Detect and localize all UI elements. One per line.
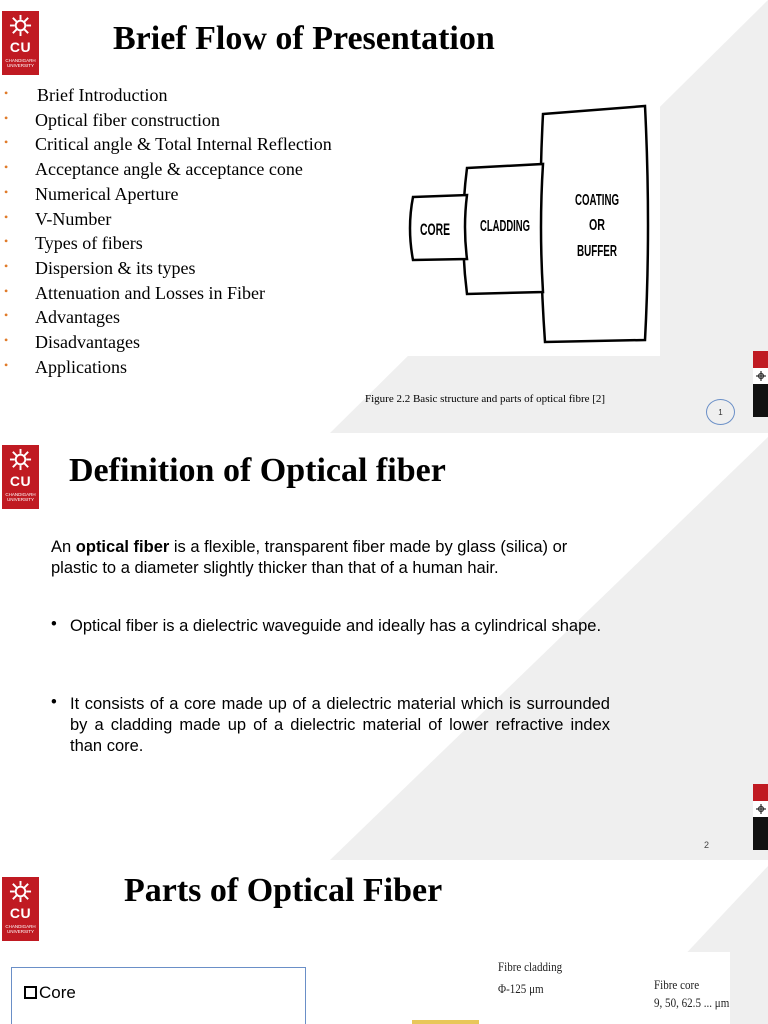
list-item xyxy=(24,983,76,1003)
page-number: 1 xyxy=(706,399,735,425)
intro-prefix: An xyxy=(51,538,76,556)
logo-emblem-icon xyxy=(9,14,32,37)
core-dimensions: 9, 50, 62.5 ... μm xyxy=(654,995,730,1010)
page-number: 2 xyxy=(704,840,710,850)
side-marker xyxy=(753,351,768,417)
logo-text: CU xyxy=(9,39,32,55)
slide-parts xyxy=(0,866,768,1024)
fiber-structure-figure xyxy=(405,102,660,356)
list-item: • Acceptance angle & acceptance cone xyxy=(4,159,303,180)
slide-definition xyxy=(0,437,768,860)
core-labels xyxy=(654,976,729,1012)
checkbox-square-icon xyxy=(24,986,37,999)
parts-list-box xyxy=(11,967,306,1024)
list-item: • Types of fibers xyxy=(4,233,143,254)
list-item: • Optical fiber construction xyxy=(4,109,220,130)
emblem-icon xyxy=(756,804,766,814)
cladding-dimension: Φ-125 μm xyxy=(498,981,544,996)
figure-caption: Figure 2.2 Basic structure and parts of optical fibre [2] xyxy=(365,393,606,405)
core-label: Fibre core xyxy=(654,977,700,992)
label-buffer: BUFFER xyxy=(577,243,618,260)
list-item: • V-Number xyxy=(4,208,112,229)
bullet-symbol: • xyxy=(51,693,57,711)
list-item: • Applications xyxy=(4,356,127,377)
university-logo xyxy=(2,877,39,941)
list-item: • Disadvantages xyxy=(4,332,140,353)
definition-paragraph xyxy=(51,537,611,579)
side-marker-black xyxy=(753,817,768,850)
slide-title: Definition of Optical fiber xyxy=(69,452,446,489)
label-or: OR xyxy=(589,217,606,234)
list-item: • Attenuation and Losses in Fiber xyxy=(4,282,265,303)
logo-emblem-icon xyxy=(9,880,32,903)
logo-text: CU xyxy=(9,905,32,921)
slide-title: Parts of Optical Fiber xyxy=(124,872,443,909)
bullet-text-1: Optical fiber is a dielectric waveguide and ideally has a cylindrical shape. xyxy=(70,617,602,635)
side-marker-red xyxy=(753,351,768,368)
list-item: • Numerical Aperture xyxy=(4,183,179,204)
list-item: • Advantages xyxy=(4,307,120,328)
bullet-symbol: • xyxy=(51,615,57,633)
logo-subtext: CHANDIGARH UNIVERSITY xyxy=(5,58,36,68)
slide-background-shape xyxy=(0,437,768,860)
cladding-labels xyxy=(498,956,562,1000)
label-core: CORE xyxy=(420,220,450,239)
side-marker-emblem xyxy=(753,801,768,817)
side-marker-black xyxy=(753,384,768,417)
flow-list xyxy=(4,83,344,379)
side-marker xyxy=(753,784,768,850)
emblem-icon xyxy=(756,371,766,381)
side-marker-emblem xyxy=(753,368,768,384)
university-logo xyxy=(2,445,39,509)
university-logo xyxy=(2,11,39,75)
intro-rest: is a flexible, transparent fiber made by glass (silica) or plastic to a diameter slightly thicker than that of a human hair. xyxy=(51,538,568,577)
list-item: • Critical angle & Total Internal Reflection xyxy=(4,134,332,155)
side-marker-red xyxy=(753,784,768,801)
list-item-label: Core xyxy=(39,983,76,1002)
bullet-text-2: It consists of a core made up of a dielectric material which is surrounded by a cladding made up of a dielectric material of lower refractive index than core. xyxy=(70,695,610,755)
logo-text: CU xyxy=(9,473,32,489)
intro-bold-term: optical fiber xyxy=(75,538,170,556)
logo-subtext: CHANDIGARH UNIVERSITY xyxy=(5,924,36,934)
logo-subtext: CHANDIGARH UNIVERSITY xyxy=(5,492,36,502)
label-coating: COATING xyxy=(575,192,619,209)
cladding-label: Fibre cladding xyxy=(498,959,563,974)
list-item: • Brief Introduction xyxy=(4,85,168,105)
figure-fragment xyxy=(412,1020,479,1024)
list-item: • Dispersion & its types xyxy=(4,257,196,278)
label-cladding: CLADDING xyxy=(480,218,530,235)
slide-title: Brief Flow of Presentation xyxy=(113,20,495,57)
logo-emblem-icon xyxy=(9,448,32,471)
fiber-diagram xyxy=(405,102,660,356)
slide-brief-flow xyxy=(0,0,768,433)
